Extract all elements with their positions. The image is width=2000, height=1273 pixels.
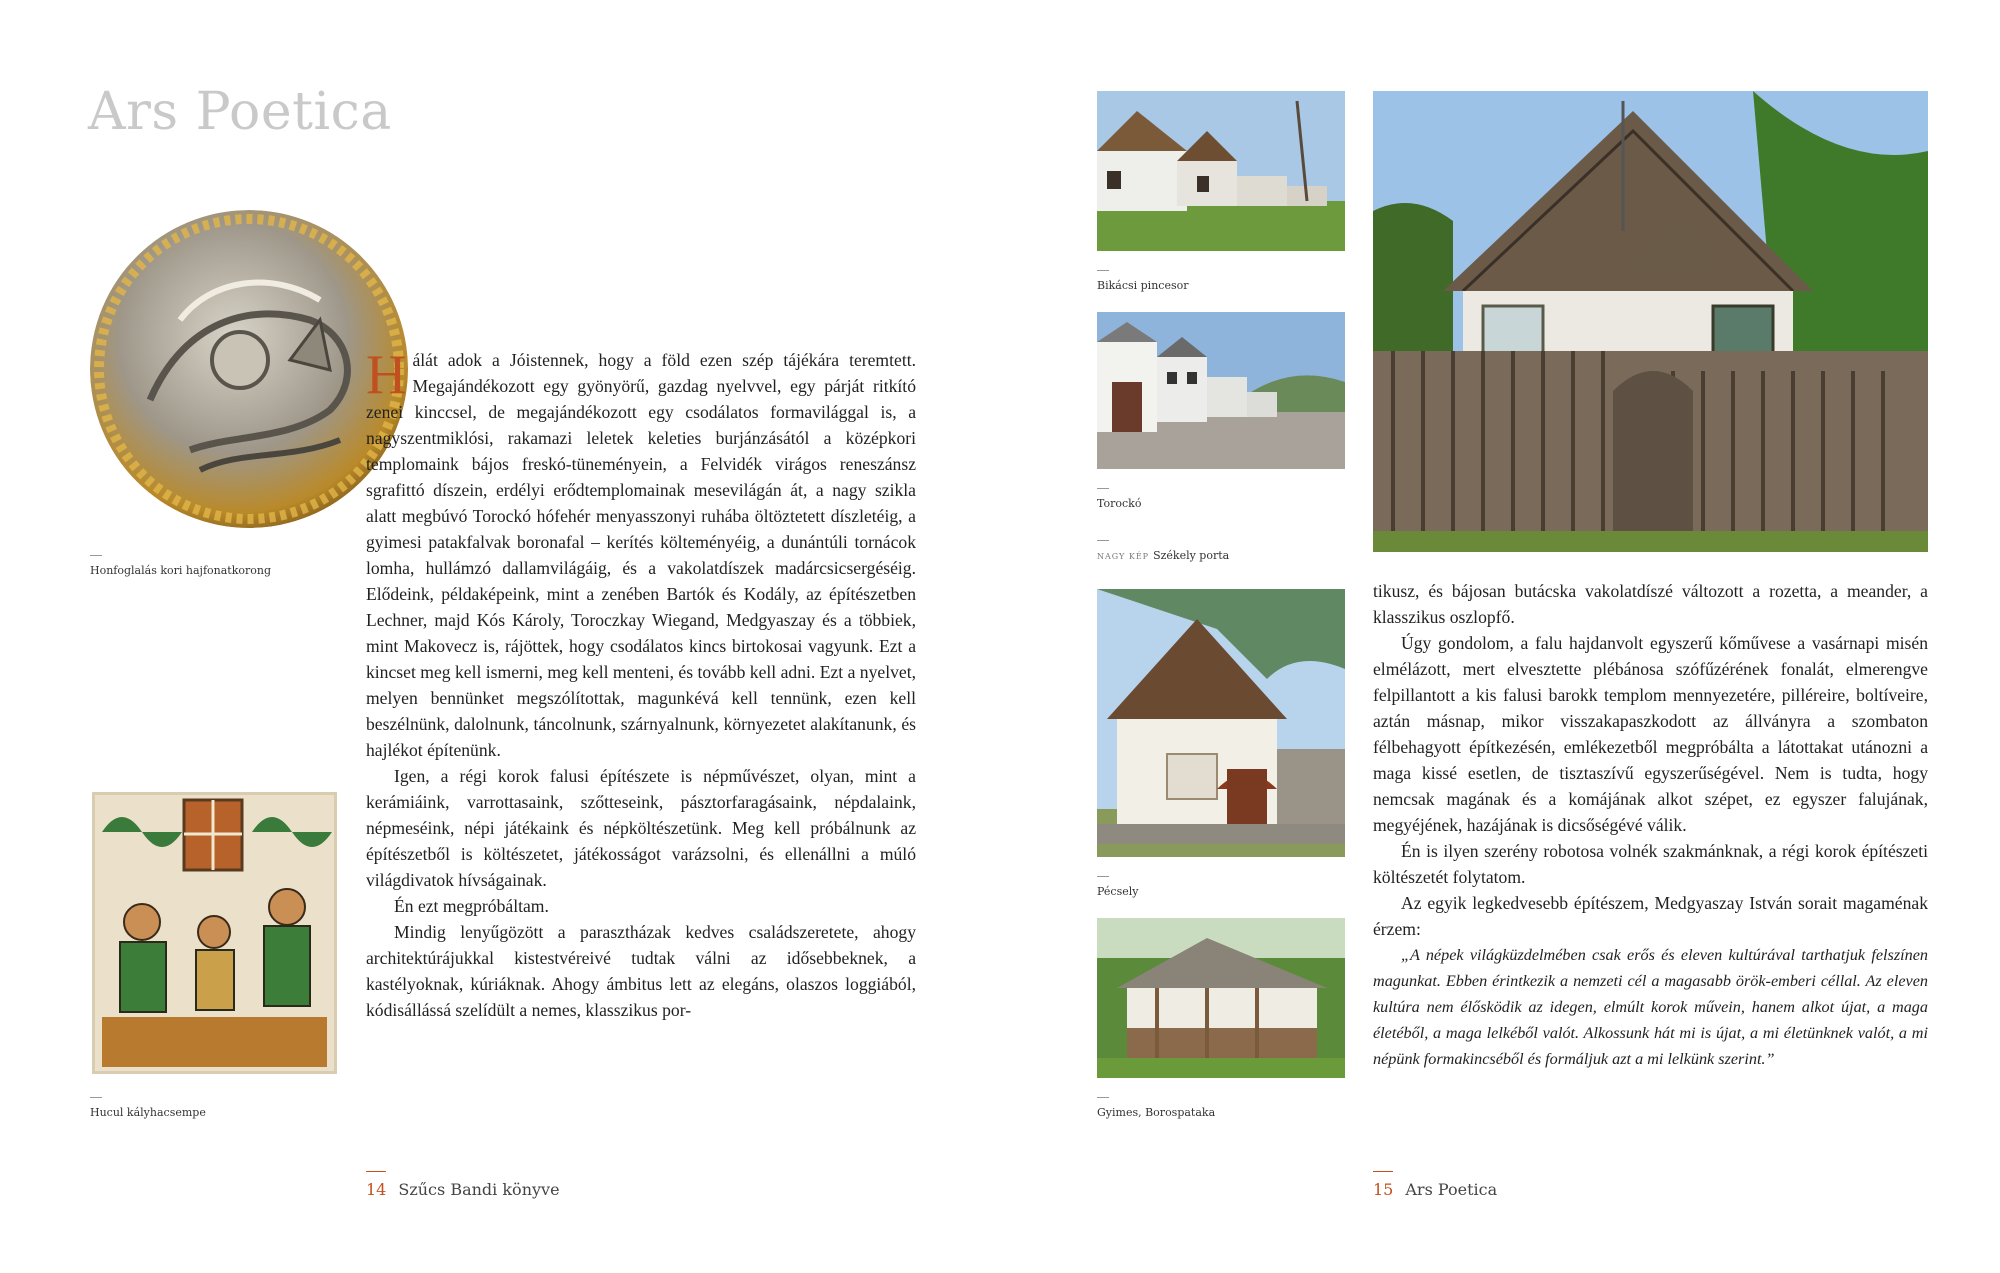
paragraph: Én ezt megpróbáltam.: [394, 896, 549, 916]
paragraph: tikusz, és bájosan butácska vakolatdíszé változott a rozetta, a meander, a klasszikus oszlopfő.: [1373, 581, 1928, 627]
footer-left-title: Szűcs Bandi könyve: [398, 1180, 560, 1199]
paragraph: Igen, a régi korok falusi építészete is népművészet, olyan, mint a kerámiáink, varrottasaink, szőtteseink, pásztorfaragásaink, népdalaink, népmeséink, népi játékaink és népköltészetünk. Meg kell próbálnunk az építészetből is költészetet, játékosságot varázsolni, és ellenállni a múló világdivatok hívságainak.: [366, 766, 916, 890]
torocko-image: [1097, 312, 1345, 469]
left-body-text: [366, 344, 916, 1023]
right-body-text: [1373, 578, 1928, 1072]
gyimes-image: [1097, 918, 1345, 1078]
stove-tile-image: [92, 792, 337, 1074]
page-title: Ars Poetica: [88, 82, 392, 142]
big-image-caption: NAGY KÉP Székely porta: [1097, 540, 1229, 562]
page-number-left: 14: [366, 1180, 387, 1199]
paragraph: Mindig lenyűgözött a parasztházak kedves családszeretete, ahogy architektúrájukkal kistestvéreivé tudtak válni az idősebbeknek, a kastélyoknak, kúriáknak. Ahogy ámbitus lett az elegáns, olaszos loggiából, kódisállássá szelídült a nemes, klasszikus por-: [366, 922, 916, 1020]
gyimes-caption: Gyimes, Borospataka: [1097, 1097, 1215, 1119]
disc-caption: Honfoglalás kori hajfonatkorong: [90, 555, 271, 577]
paragraph: Hálát adok a Jóistennek, hogy a föld ezen szép tájékára teremtett. Megajándékozott egy gyönyörű, gazdag nyelvvel, egy párját ritkító zenei kinccsel, de megajándékozott egy csodálatos formavilággal is, a nagyszentmiklósi, rakamazi leletek keleties burjánzásától a középkori templomaink bájos freskó-tüneményein, a Felvidék virágos reneszánsz sgrafittó díszein, erdélyi erődtemplomainak mesevilágán át, a nagy szikla alatt megbúvó Torockó hófehér menyasszonyi ruhába öltöztetett díszletéig, a gyimesi patakfalvak boronafal – kerítés költeményéig, a dunántúli tornácok lomha, hullámzó dallamvilágáig, és a vakolatdíszek madárcsicsergéséig. Elődeink, példaképeink, mint a zenében Bartók és Kodály, az építészetben Lechner, majd Kós Károly, Toroczkay Wiegand, Medgyaszay és a többiek, mint Makovecz is, rájöttek, hogy csodálatos kincs birtokosai vagyunk. Ezt a kincset meg kell ismerni, meg kell menteni, és tovább kell adni. Ezt a nyelvet, melyen bennünket megszólítottak, magunkévá kell tennünk, ezen kell beszélnünk, dalolnunk, táncolnunk, szárnyalnunk, környezetet alakítanunk, és hajlékot építenünk.: [366, 344, 916, 760]
hair-disc-image: [90, 210, 408, 528]
pecsely-caption: Pécsely: [1097, 876, 1138, 898]
footer-right-title: Ars Poetica: [1405, 1180, 1498, 1199]
bikacs-wine-cellars-image: [1097, 91, 1345, 251]
tile-caption: Hucul kályhacsempe: [90, 1097, 206, 1119]
footer-right: [1373, 1180, 1497, 1199]
paragraph: Az egyik legkedvesebb építészem, Medgyaszay István sorait magaménak érzem:: [1373, 893, 1928, 939]
footer-left: [366, 1180, 560, 1199]
medgyaszay-quote: „A népek világküzdelmében csak erős és eleven kultúrával tarthatjuk felszínen magunkat. Ebben érintkezik a nemzeti cél a magasabb örök-emberi céllal. Az eleven kultúra nem élősködik az idegen, elmúlt korok művein, hanem alkot újat, a maga életéből, a maga lelkéből valót. Alkossunk hát mi is újat, a mi életünknek valót, a mi népünk formakincséből és formáljuk azt a mi lelkünk szerint.”: [1373, 946, 1928, 1068]
bikacs-caption: Bikácsi pincesor: [1097, 270, 1189, 292]
szekely-porta-image: [1373, 91, 1928, 552]
paragraph: Úgy gondolom, a falu hajdanvolt egyszerű kőművese a vasárnapi misén elmélázott, mert elvesztette plébánosa szófűzérének fonalát, elmerengve felpillantott a kis falusi barokk templom mennyezetére, pilléreire, boltíveire, aztán másnap, mikor visszakapaszkodott az állványra a szombaton félbehagyott építkezésén, emlékezetből megpróbálta a látottakat utánozni a maga kissé esetlen, de tisztaszívű egyszerűségével. Nem is tudta, hogy nemcsak magának és a komájának alkot szépet, ez egyszer falujának, megyéjének, hazájának is dicsőségévé válik.: [1373, 633, 1928, 835]
torocko-caption: Torockó: [1097, 488, 1141, 510]
paragraph: Én is ilyen szerény robotosa volnék szakmánknak, a régi korok építészeti költészetét folytatom.: [1373, 841, 1928, 887]
pecsely-image: [1097, 589, 1345, 857]
drop-cap: H: [366, 344, 407, 406]
page-number-right: 15: [1373, 1180, 1394, 1199]
